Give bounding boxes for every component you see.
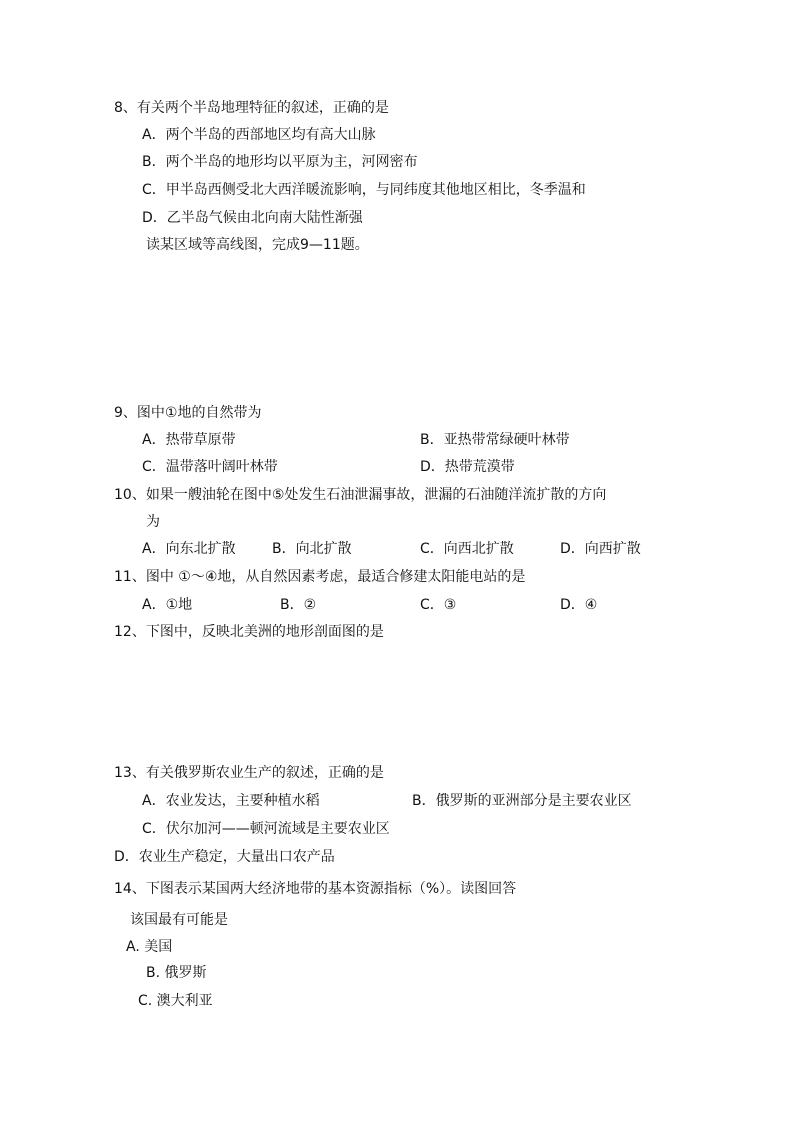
q14-option-b: B. 俄罗斯 [146, 965, 207, 981]
q13-option-d: D．农业生产稳定，大量出口农产品 [114, 849, 335, 865]
q8-option-a: A．两个半岛的西部地区均有高大山脉 [142, 127, 376, 143]
q10-stem-line1: 10、如果一艘油轮在图中⑤处发生石油泄漏事故，泄漏的石油随洋流扩散的方向 [114, 487, 607, 503]
q13-option-a: A．农业发达，主要种植水稻 [142, 793, 320, 809]
q9-option-c: C．温带落叶阔叶林带 [142, 459, 278, 475]
q9-option-d: D．热带荒漠带 [420, 459, 515, 475]
q10-stem-line2: 为 [146, 514, 160, 530]
q13-stem: 13、有关俄罗斯农业生产的叙述，正确的是 [114, 765, 384, 781]
q9-option-a: A．热带草原带 [142, 432, 236, 448]
q9-stem: 9、图中①地的自然带为 [114, 405, 262, 421]
q8-stem: 8、有关两个半岛地理特征的叙述，正确的是 [114, 100, 389, 116]
q9-option-b: B．亚热带常绿硬叶林带 [420, 432, 570, 448]
q13-option-c: C．伏尔加河——顿河流域是主要农业区 [142, 821, 390, 837]
q14-stem: 14、下图表示某国两大经济地带的基本资源指标（%）。读图回答 [114, 881, 517, 897]
q13-option-b: B．俄罗斯的亚洲部分是主要农业区 [412, 793, 632, 809]
q11-option-c: C．③ [420, 597, 457, 613]
q14-option-c: C. 澳大利亚 [138, 993, 213, 1009]
q8-option-d: D．乙半岛气候由北向南大陆性渐强 [142, 210, 363, 226]
q8-option-c: C．甲半岛西侧受北大西洋暖流影响，与同纬度其他地区相比，冬季温和 [142, 182, 586, 198]
q11-stem: 11、图中 ①～④地，从自然因素考虑，最适合修建太阳能电站的是 [114, 569, 526, 585]
q8-option-b: B．两个半岛的地形均以平原为主，河网密布 [142, 154, 418, 170]
q12-stem: 12、下图中，反映北美洲的地形剖面图的是 [114, 624, 384, 640]
q14-option-a: A. 美国 [126, 939, 173, 955]
q11-option-a: A．①地 [142, 597, 193, 613]
q14-sub: 该国最有可能是 [130, 912, 228, 928]
q10-option-b: B．向北扩散 [272, 541, 352, 557]
intro-9-11: 读某区域等高线图，完成9—11题。 [146, 237, 369, 253]
q10-option-a: A．向东北扩散 [142, 541, 236, 557]
q11-option-d: D．④ [560, 597, 598, 613]
q10-option-d: D．向西扩散 [560, 541, 641, 557]
q11-option-b: B．② [280, 597, 317, 613]
q10-option-c: C．向西北扩散 [420, 541, 514, 557]
